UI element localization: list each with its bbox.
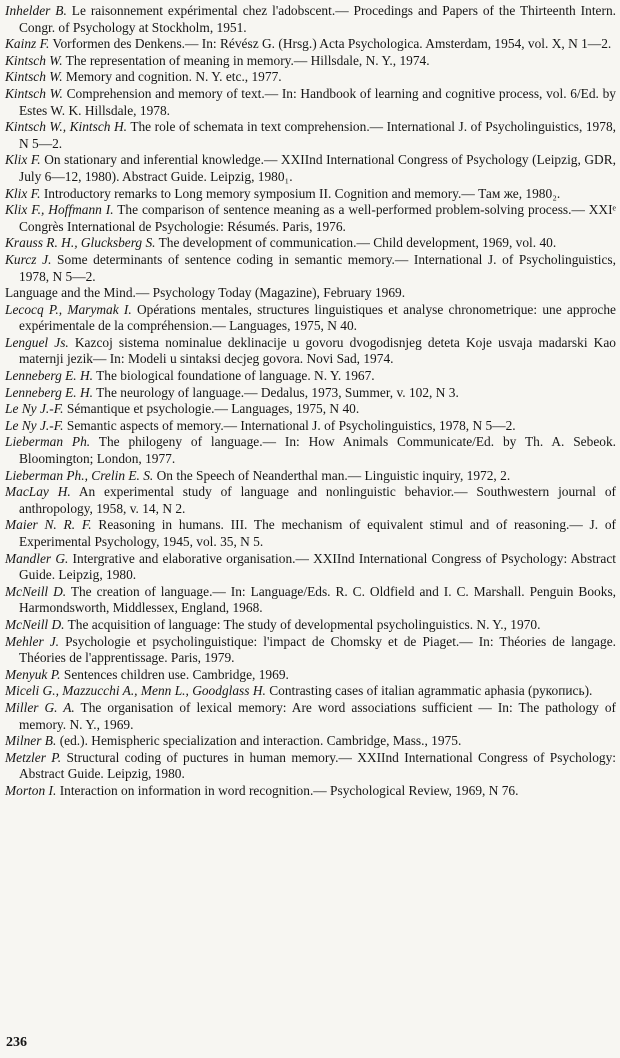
reference-author: Lieberman Ph., Crelin E. S. [5,467,154,483]
reference-list [5,3,616,800]
reference-author: Kurcz J. [5,251,52,267]
reference-entry [5,335,616,368]
reference-entry [5,783,616,800]
reference-author: Metzler P. [5,749,62,765]
reference-text: Structural coding of puctures in human memory.— XXIInd International Congress of Psychology: Abstract Guide. Leipzig, 1980. [19,749,617,782]
reference-entry [5,285,616,302]
reference-text: The organisation of lexical memory: Are word associations sufficient — In: The pathology of memory. N. Y., 1969. [19,699,616,732]
reference-author: Mehler J. [5,633,60,649]
reference-text: The acquisition of language: The study of developmental psycholinguistics. N. Y., 1970. [67,616,541,632]
reference-entry [5,53,616,70]
reference-text: The biological foundatione of language. N. Y. 1967. [96,368,375,384]
reference-entry [5,86,616,119]
reference-entry [5,733,616,750]
reference-text: Language and the Mind.— Psychology Today (Magazine), February 1969. [5,285,406,301]
reference-entry [5,700,616,733]
reference-text: Le raisonnement expérimental chez l'adobscent.— Procedings and Papers of the Thirteenth Intern. Congr. of Psychology at Stockholm, 1951. [19,3,616,35]
reference-author: Kintsch W., Kintsch H. [5,119,128,135]
reference-entry [5,468,616,485]
reference-author: Menyuk P. [5,666,61,682]
reference-text: On stationary and inferential knowledge.— XXIInd International Congress of Psychology (Leipzig, GDR, July 6—12, 1980). Abstract Guide. Leipzig, 1980₁. [19,152,616,184]
reference-text: (ed.). Hemispheric specialization and interaction. Cambridge, Mass., 1975. [59,733,462,749]
reference-text: Contrasting cases of italian agrammatic aphasia (рукопись). [269,683,593,699]
reference-author: Lieberman Ph. [5,434,91,450]
reference-author: Kainz F. [5,36,50,52]
reference-text: The role of schemata in text comprehension.— International J. of Psycholinguistics, 1978, N 5—2. [19,119,616,151]
reference-text: Psychologie et psycholinguistique: l'impact de Chomsky et de Piaget.— In: Théories de langage. Théories de l'apprentissage. Paris, 1979. [19,633,616,666]
reference-author: Lenneberg E. H. [5,368,94,384]
reference-entry [5,667,616,684]
reference-entry [5,683,616,700]
reference-author: Lenneberg E. H. [5,384,94,400]
reference-author: Krauss R. H., Glucksberg S. [5,235,156,251]
reference-entry [5,69,616,86]
reference-text: Semantic aspects of memory.— International J. of Psycholinguistics, 1978, N 5—2. [66,417,516,433]
reference-text: On the Speech of Neanderthal man.— Linguistic inquiry, 1972, 2. [156,467,511,483]
reference-text: Kazcoj sistema nominalue deklinacije u govoru dvogodisnjeg deteta Koje usvaja madarski Kao maternji jezik— In: Modeli u sintaksi decjeg govora. Novi Sad, 1974. [19,334,616,367]
reference-text: The creation of language.— In: Language/Eds. R. C. Oldfield and I. C. Marshall. Penguin Books, Harmondsworth, Middlessex, England, 1968. [19,583,617,616]
reference-entry [5,551,616,584]
reference-author: Lecocq P., Marymak I. [5,301,132,317]
reference-entry [5,252,616,285]
reference-author: Miceli G., Mazzucchi A., Menn L., Goodglass H. [5,683,266,699]
reference-text: Some determinants of sentence coding in semantic memory.— International J. of Psycholinguistics, 1978, N 5—2. [19,251,616,284]
reference-author: Lenguel Js. [5,334,69,350]
reference-entry [5,186,616,203]
reference-text: Reasoning in humans. III. The mechanism of equivalent stimul and of reasoning.— J. of Experimental Psychology, 1945, vol. 35, N 5. [19,517,616,549]
reference-author: McNeill D. [5,583,67,599]
reference-text: Interaction on information in word recognition.— Psychological Review, 1969, N 76. [59,782,519,798]
reference-author: Kintsch W. [5,52,63,68]
reference-entry [5,517,616,550]
reference-entry [5,484,616,517]
reference-entry [5,368,616,385]
reference-entry [5,152,616,185]
reference-text: The comparison of sentence meaning as a well-performed problem-solving process.— XXIᵉ Congrès International de Psychologie: Résumés. Paris, 1976. [19,202,616,234]
reference-text: The development of communication.— Child development, 1969, vol. 40. [158,235,557,251]
reference-text: Sentences children use. Cambridge, 1969. [63,666,289,682]
reference-entry [5,401,616,418]
reference-text: Memory and cognition. N. Y. etc., 1977. [65,69,282,85]
reference-text: Opérations mentales, structures linguistiques et analyse chronometrique: une approche expérimentale de la compréhension.— Languages, 1975, N 40. [19,301,616,334]
reference-text: Vorformen des Denkens.— In: Révész G. (Hrsg.) Acta Psychologica. Amsterdam, 1954, vol. X, N 1—2. [52,36,612,52]
reference-entry [5,634,616,667]
reference-entry [5,584,616,617]
reference-entry [5,3,616,36]
reference-entry [5,235,616,252]
reference-author: Le Ny J.-F. [5,417,64,433]
reference-text: The neurology of language.— Dedalus, 1973, Summer, v. 102, N 3. [96,384,459,400]
reference-author: Kintsch W. [5,69,63,85]
page-number: 236 [6,1035,27,1050]
reference-author: Kintsch W. [5,85,63,101]
reference-entry [5,617,616,634]
reference-author: Le Ny J.-F. [5,401,64,417]
reference-author: Inhelder B. [5,3,67,18]
reference-entry [5,302,616,335]
reference-author: Miller G. A. [5,699,75,715]
reference-entry [5,119,616,152]
reference-text: Comprehension and memory of text.— In: Handbook of learning and cognitive process, vol. 6/Ed. by Estes W. K. Hillsdale, 1978. [19,85,616,118]
reference-text: An experimental study of language and nonlinguistic behavior.— Southwestern journal of anthropology, 1958, v. 14, N 2. [19,484,616,516]
reference-entry [5,434,616,467]
reference-author: Klix F. [5,185,41,201]
reference-author: Maier N. R. F. [5,517,92,533]
reference-author: Klix F., Hoffmann I. [5,202,114,218]
reference-text: Introductory remarks to Long memory symposium II. Cognition and memory.— Там же, 1980₂. [43,185,561,201]
reference-author: McNeill D. [5,616,65,632]
reference-entry [5,750,616,783]
reference-entry [5,418,616,435]
reference-text: The philogeny of language.— In: How Animals Communicate/Ed. by Th. A. Sebeok. Bloomington; London, 1977. [19,434,617,467]
reference-text: Intergrative and elaborative organisation.— XXIInd International Congress of Psychology: Abstract Guide. Leipzig, 1980. [19,550,616,583]
reference-text: Sémantique et psychologie.— Languages, 1975, N 40. [66,401,360,417]
reference-author: Klix F. [5,152,41,168]
reference-entry [5,202,616,235]
reference-author: MacLay H. [5,484,71,500]
reference-text: The representation of meaning in memory.— Hillsdale, N. Y., 1974. [65,52,430,68]
reference-author: Mandler G. [5,550,69,566]
reference-author: Morton I. [5,782,57,798]
reference-entry [5,385,616,402]
reference-author: Milner B. [5,733,57,749]
reference-entry [5,36,616,53]
